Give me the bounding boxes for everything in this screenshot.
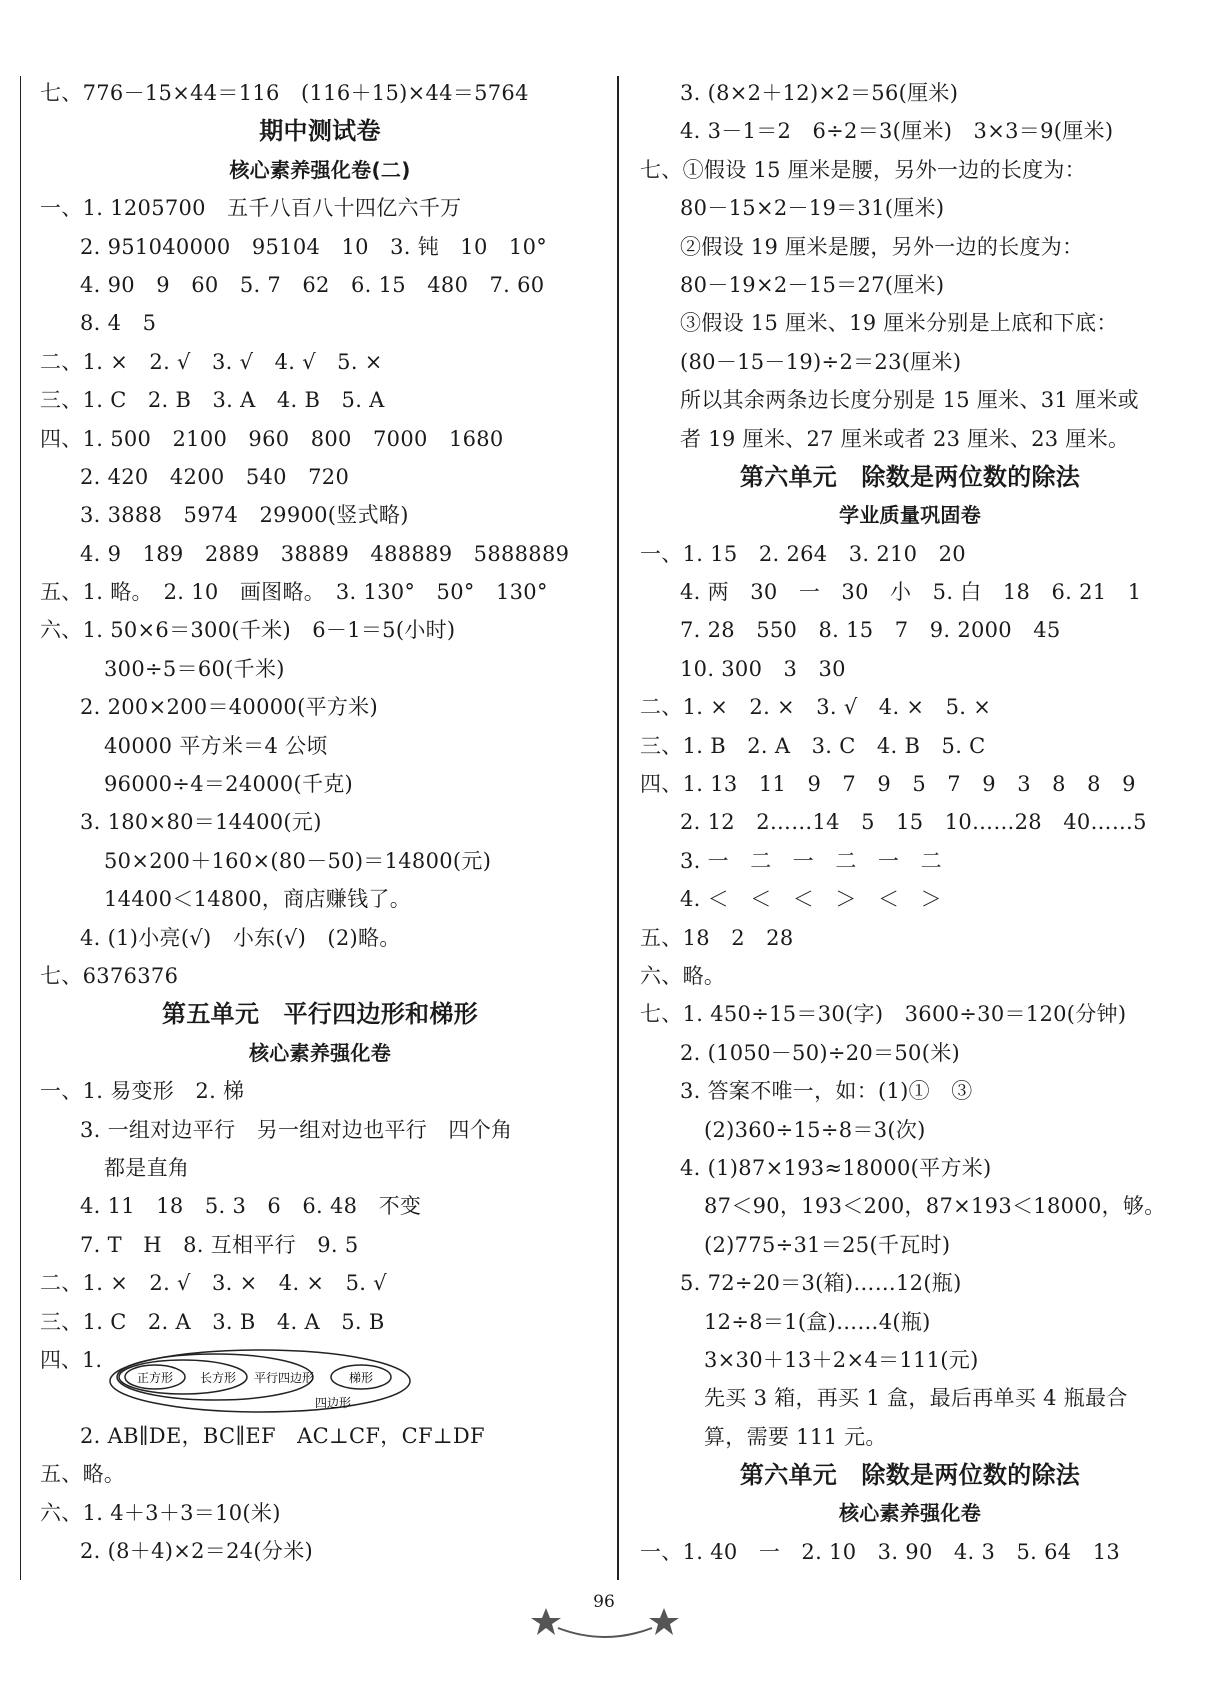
- answer-line: 300÷5＝60(千米): [104, 656, 285, 681]
- answer-line: 六、1. 50×6＝300(千米) 6－1＝5(小时): [40, 618, 456, 643]
- answer-line: 五、18 2 28: [640, 925, 794, 950]
- answer-line: 80－15×2－19＝31(厘米): [680, 196, 945, 221]
- answer-line: 5. 72÷20＝3(箱)……12(瓶): [680, 1271, 962, 1296]
- answer-line: 40000 平方米＝4 公顷: [104, 733, 328, 758]
- answer-line: 七、①假设 15 厘米是腰，另外一边的长度为：: [640, 157, 1086, 182]
- answer-line: 先买 3 箱，再买 1 盒，最后再单买 4 瓶最合: [704, 1386, 1128, 1411]
- answer-line: 3. 一组对边平行 另一组对边也平行 四个角: [80, 1117, 513, 1142]
- answer-line: 4. 11 18 5. 3 6 6. 48 不变: [80, 1194, 422, 1219]
- answer-line: 五、1. 略。 2. 10 画图略。 3. 130° 50° 130°: [40, 580, 548, 605]
- answer-line: (2)360÷15÷8＝3(次): [704, 1117, 926, 1142]
- page-footer: [0, 1592, 1209, 1652]
- answer-line: 2. 12 2……14 5 15 10……28 40……5: [680, 810, 1147, 835]
- section-subtitle: 学业质量巩固卷: [838, 503, 982, 528]
- page-number: 96: [593, 1592, 615, 1612]
- answer-line: 四、1. 13 11 9 7 9 5 7 9 3 8 8 9: [640, 772, 1136, 797]
- label-square: 正方形: [136, 1370, 174, 1385]
- section-title: 第六单元 除数是两位数的除法: [739, 1461, 1081, 1490]
- section-subtitle: 核心素养强化卷: [248, 1040, 392, 1065]
- right-column: [640, 74, 1180, 1571]
- answer-line: 所以其余两条边长度分别是 15 厘米、31 厘米或: [680, 388, 1139, 413]
- answer-line: (80－15－19)÷2＝23(厘米): [680, 349, 962, 374]
- answer-line: 3. 3888 5974 29900(竖式略): [80, 503, 409, 528]
- answer-line: ③假设 15 厘米、19 厘米分别是上底和下底：: [680, 311, 1118, 336]
- answer-line: 3. 一 二 一 二 一 二: [680, 848, 942, 873]
- answer-line: 二、1. × 2. × 3. √ 4. × 5. ×: [640, 695, 992, 720]
- left-column: [40, 74, 600, 1570]
- answer-line: 2. (8＋4)×2＝24(分米): [80, 1539, 313, 1564]
- answer-line: 三、1. C 2. B 3. A 4. B 5. A: [40, 388, 385, 413]
- answer-line: 50×200＋160×(80－50)＝14800(元): [104, 848, 492, 873]
- answer-line: 3. 180×80＝14400(元): [80, 810, 322, 835]
- answer-line: 3×30＋13＋2×4＝111(元): [704, 1347, 979, 1372]
- answer-line: 2. AB∥DE，BC∥EF AC⊥CF，CF⊥DF: [80, 1423, 485, 1448]
- answer-line: 4. (1)小亮(√) 小东(√) (2)略。: [80, 925, 401, 950]
- label-quadrilateral: 四边形: [314, 1395, 352, 1410]
- answer-line: 4. 两 30 一 30 小 5. 白 18 6. 21 1: [680, 580, 1142, 605]
- column-divider: [617, 76, 619, 1580]
- label-parallelogram: 平行四边形: [253, 1370, 315, 1385]
- answer-line: 3. 答案不唯一，如：(1)① ③: [680, 1079, 973, 1104]
- label-trapezoid: 梯形: [348, 1370, 374, 1385]
- answer-line: 七、6376376: [40, 963, 179, 988]
- answer-line: 4. 9 189 2889 38889 488889 5888889: [80, 541, 570, 566]
- answer-line: 六、略。: [640, 963, 726, 988]
- section-title: 第六单元 除数是两位数的除法: [739, 462, 1081, 491]
- section-title: 第五单元 平行四边形和梯形: [162, 1000, 478, 1029]
- answer-line: 8. 4 5: [80, 311, 157, 336]
- answer-line: (2)775÷31＝25(千瓦时): [704, 1232, 951, 1257]
- answer-line: 4. 3－1＝2 6÷2＝3(厘米) 3×3＝9(厘米): [680, 119, 1114, 144]
- answer-line: 2. 200×200＝40000(平方米): [80, 695, 378, 720]
- answer-line: 六、1. 4＋3＋3＝10(米): [40, 1500, 281, 1525]
- answer-line: 87＜90，193＜200，87×193＜18000，够。: [704, 1194, 1166, 1219]
- answer-line: 七、776－15×44＝116 (116＋15)×44＝5764: [40, 81, 529, 105]
- answer-line: 一、1. 易变形 2. 梯: [40, 1079, 245, 1104]
- answer-line: 7. 28 550 8. 15 7 9. 2000 45: [680, 618, 1061, 643]
- label-rectangle: 长方形: [199, 1370, 237, 1385]
- answer-line: 4. (1)87×193≈18000(平方米): [680, 1155, 992, 1180]
- answer-line: 4. 90 9 60 5. 7 62 6. 15 480 7. 60: [80, 272, 545, 297]
- answer-line: 二、1. × 2. √ 3. × 4. × 5. √: [40, 1271, 387, 1296]
- section-title: 期中测试卷: [259, 117, 381, 146]
- set-diagram: [105, 1347, 435, 1415]
- answer-line: 五、略。: [40, 1462, 126, 1487]
- question-label: 四、1.: [40, 1347, 103, 1372]
- answer-line: 4. ＜ ＜ ＜ ＞ ＜ ＞: [680, 887, 942, 912]
- quadrilateral-venn-diagram: [40, 1341, 600, 1417]
- answer-line: 7. T H 8. 互相平行 9. 5: [80, 1232, 359, 1257]
- answer-line: 12÷8＝1(盒)……4(瓶): [704, 1309, 931, 1334]
- answer-line: 都是直角: [104, 1155, 190, 1180]
- answer-line: 3. (8×2＋12)×2＝56(厘米): [680, 81, 959, 105]
- answer-line: 者 19 厘米、27 厘米或者 23 厘米、23 厘米。: [680, 426, 1130, 451]
- answer-line: 一、1. 1205700 五千八百八十四亿六千万: [40, 196, 462, 221]
- answer-line: 一、1. 15 2. 264 3. 210 20: [640, 541, 966, 566]
- answer-line: 2. 951040000 95104 10 3. 钝 10 10°: [80, 234, 548, 259]
- section-subtitle: 核心素养强化卷(二): [229, 157, 411, 182]
- answer-line: 14400＜14800，商店赚钱了。: [104, 887, 412, 912]
- answer-line: 96000÷4＝24000(千克): [104, 772, 354, 797]
- section-subtitle: 核心素养强化卷: [838, 1501, 982, 1526]
- star-decoration-icon: [530, 1606, 680, 1640]
- answer-line: 80－19×2－15＝27(厘米): [680, 272, 945, 297]
- answer-line: 三、1. C 2. A 3. B 4. A 5. B: [40, 1309, 385, 1334]
- answer-line: 10. 300 3 30: [680, 656, 846, 681]
- answer-line: ②假设 19 厘米是腰，另外一边的长度为：: [680, 234, 1084, 259]
- column-divider: [20, 76, 21, 1580]
- answer-line: 一、1. 40 一 2. 10 3. 90 4. 3 5. 64 13: [640, 1539, 1121, 1564]
- answer-line: 算，需要 111 元。: [704, 1424, 887, 1449]
- answer-line: 2. 420 4200 540 720: [80, 464, 350, 489]
- answer-line: 二、1. × 2. √ 3. √ 4. √ 5. ×: [40, 349, 383, 374]
- answer-line: 四、1. 500 2100 960 800 7000 1680: [40, 426, 504, 451]
- answer-line: 三、1. B 2. A 3. C 4. B 5. C: [640, 733, 986, 758]
- answer-line: 2. (1050－50)÷20＝50(米): [680, 1040, 960, 1065]
- answer-line: 七、1. 450÷15＝30(字) 3600÷30＝120(分钟): [640, 1002, 1127, 1027]
